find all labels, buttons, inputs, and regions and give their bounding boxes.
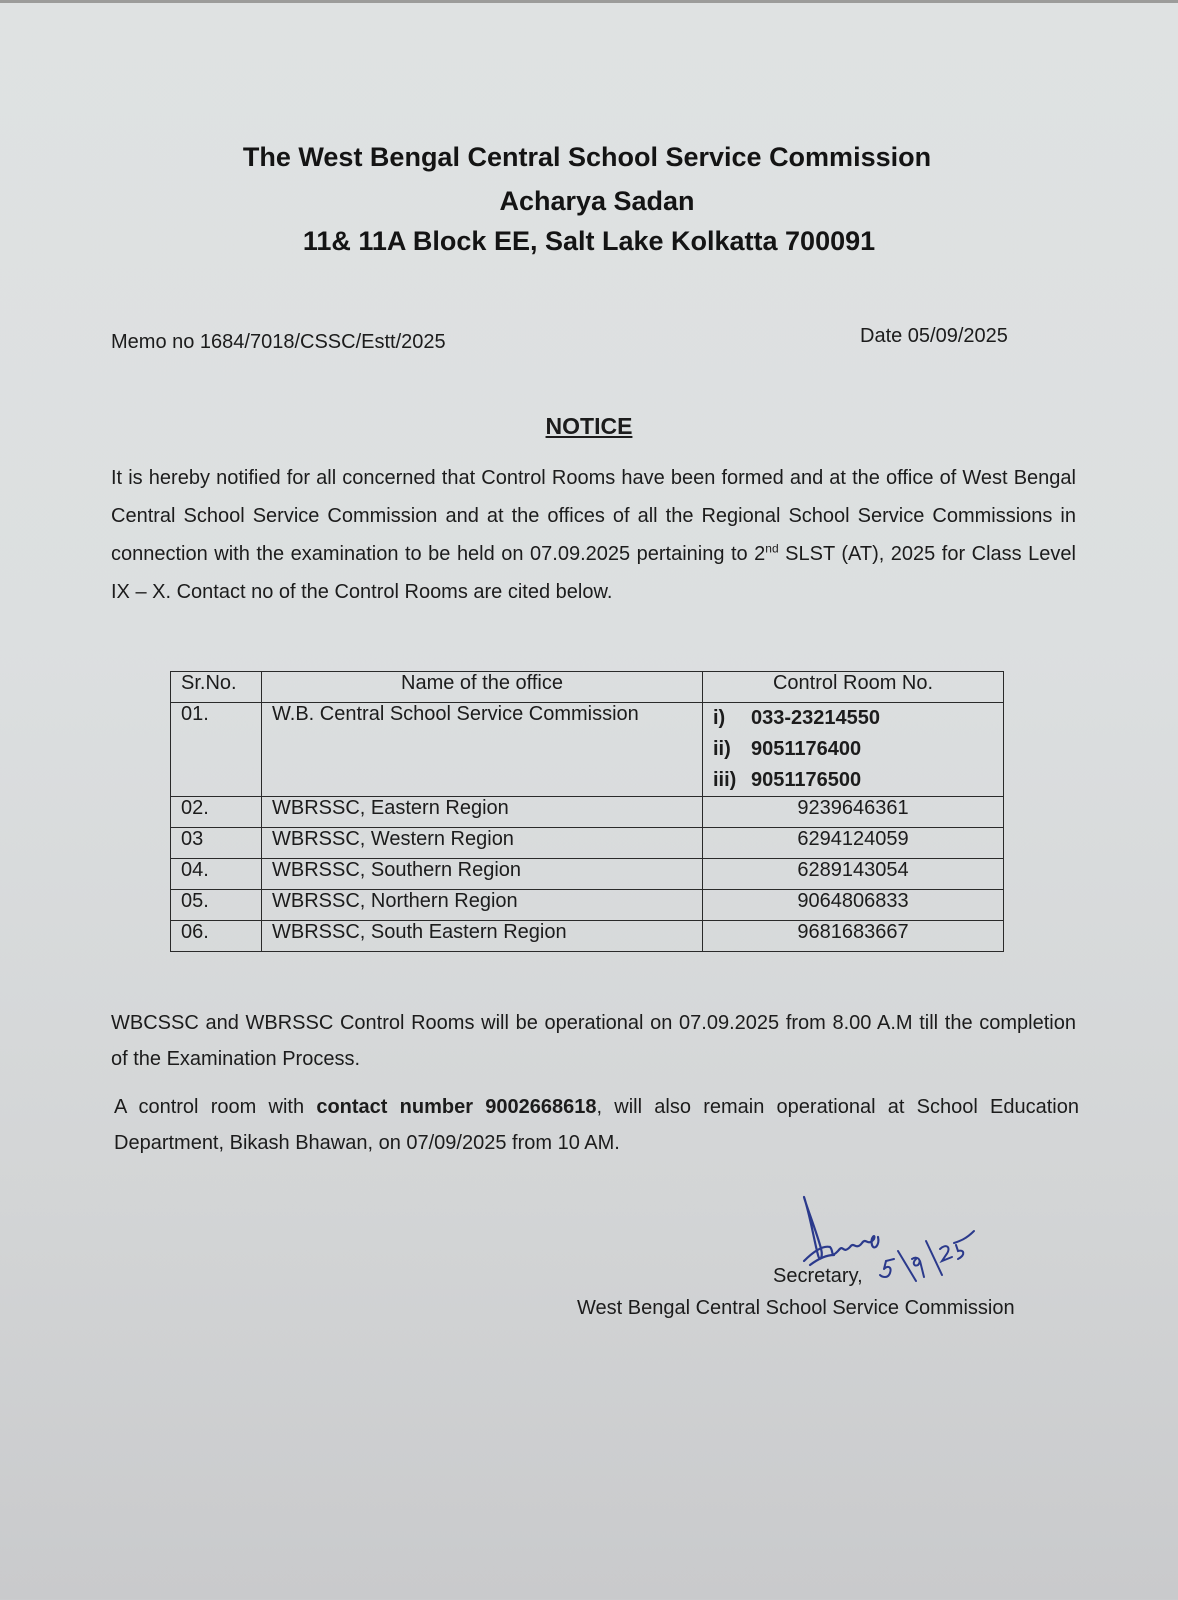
cell-sr: 02. [171,797,262,828]
extra-contact-number: contact number 9002668618 [316,1096,597,1118]
extra-note-suffix: , will also remain operational at School Education Department, Bikash Bhawan, on 07/09/2025 from 10 AM. [114,1096,1079,1154]
header-sr-no: Sr.No. [171,672,262,703]
cell-number: 9239646361 [703,797,1004,828]
intro-text-2: SLST (AT), 2025 for Class Level IX – X. Contact no of the Control Rooms are cited below. [111,543,1076,603]
phone-number: 033-23214550 [751,707,881,729]
cell-sr: 05. [171,890,262,921]
cell-number: 6294124059 [703,828,1004,859]
phone-label: i) [713,707,726,729]
signatory-organization: West Bengal Central School Service Commission [577,1297,1015,1319]
notice-heading: NOTICE [545,413,633,439]
cell-office: WBRSSC, Northern Region [262,890,703,921]
table-row [171,828,1004,859]
ordinal-suffix: nd [765,541,779,556]
cell-number: 6289143054 [703,859,1004,890]
cell-office: WBRSSC, South Eastern Region [262,921,703,952]
paper-top-edge [0,0,1178,3]
header-office-name: Name of the office [262,672,703,703]
cell-office: W.B. Central School Service Commission [262,703,703,797]
signature-date-25 [940,1231,974,1261]
cell-number: 9064806833 [703,890,1004,921]
table-header-row [171,672,1004,703]
org-title: The West Bengal Central School Service Commission [242,142,932,172]
header-control-room-no: Control Room No. [703,672,1004,703]
phone-entry [713,703,993,734]
memo-date: Date 05/09/2025 [860,325,1008,347]
signature-date-slash [926,1241,942,1275]
org-address: 11& 11A Block EE, Salt Lake Kolkatta 700091 [302,226,876,256]
cell-office: WBRSSC, Western Region [262,828,703,859]
signature-date-9 [912,1258,924,1277]
extra-control-room-note [114,1089,1079,1161]
phone-number: 9051176500 [751,769,862,791]
cell-sr: 03 [171,828,262,859]
signature-date-5 [880,1259,894,1277]
table-row [171,859,1004,890]
phone-number: 9051176400 [751,738,862,760]
cell-sr: 01. [171,703,262,797]
cell-office: WBRSSC, Eastern Region [262,797,703,828]
signatory-title: Secretary, [773,1265,863,1287]
cell-number: 9681683667 [703,921,1004,952]
control-room-table [170,671,1004,952]
intro-paragraph [111,459,1076,611]
cell-office: WBRSSC, Southern Region [262,859,703,890]
phone-entry [713,734,993,765]
cell-sr: 06. [171,921,262,952]
phone-label: ii) [713,738,731,760]
table-row [171,703,1004,797]
signature-date-slash [898,1251,916,1281]
intro-text-1: It is hereby notified for all concerned that Control Rooms have been formed and at the office of West Bengal Central School Service Commission and at the offices of all the Regional School Service Commissions in connection with the examination to be held on 07.09.2025 pertaining to 2 [111,467,1076,565]
cell-sr: 04. [171,859,262,890]
phone-label: iii) [713,769,737,791]
table-row [171,797,1004,828]
operational-note: WBCSSC and WBRSSC Control Rooms will be operational on 07.09.2025 from 8.00 A.M till the completion of the Examination Process. [111,1012,1076,1070]
phone-entry [713,765,993,796]
extra-note-prefix: A control room with [114,1096,317,1118]
cell-numbers [703,703,1004,797]
table-row [171,921,1004,952]
memo-number: Memo no 1684/7018/CSSC/Estt/2025 [111,331,446,353]
table-row [171,890,1004,921]
building-name: Acharya Sadan [499,186,695,216]
